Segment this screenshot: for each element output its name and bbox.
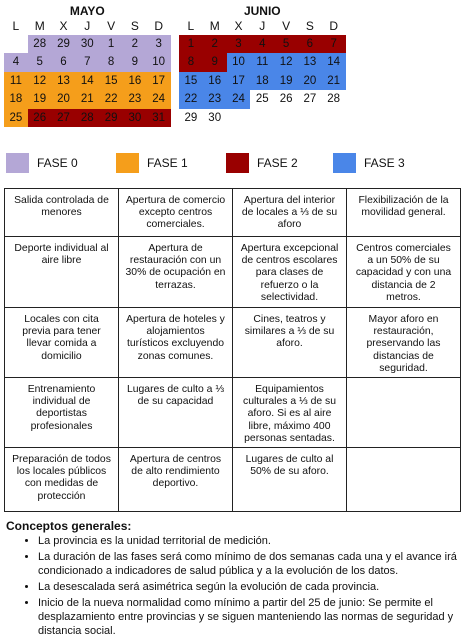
calendar-day: 4 [4, 53, 28, 71]
weekday-label: V [282, 19, 291, 33]
calendar-week [4, 72, 171, 90]
calendar-day: 1 [99, 35, 123, 53]
table-cell: Cines, teatros y similares a ⅓ de su aforo. [233, 308, 347, 378]
table-cell: Apertura del interior de locales a ⅓ de su aforo [233, 189, 347, 237]
legend-item-fase-3 [333, 153, 405, 173]
weekday-label: S [305, 19, 314, 33]
calendar-day: 5 [274, 35, 298, 53]
calendar-day: 8 [179, 53, 203, 71]
calendar-body [4, 35, 171, 127]
calendar-day: 29 [184, 111, 198, 124]
table-row [5, 448, 461, 512]
calendar-day [250, 109, 274, 127]
calendar-day: 9 [123, 53, 147, 71]
table-cell: Entrenamiento individual de deportistas profesionales [5, 378, 119, 448]
calendar-day: 9 [203, 53, 227, 71]
weekday-label: L [187, 19, 195, 33]
list-item: • Inicio de la nueva normalidad como mínimo a partir del 25 de junio: Se permite el desplazamiento entre provincias y se siguen manteniendo las normas de seguridad y distancia social. [38, 596, 462, 638]
calendar-day: 22 [179, 90, 203, 108]
weekday-label: L [12, 19, 20, 33]
concepts-section [6, 518, 462, 640]
calendar-day: 26 [279, 93, 293, 106]
list-item: • La duración de las fases será como mínimo de dos semanas cada una y el avance irá condicionado a indicadores de salud pública y a la evolución de los datos. [38, 550, 462, 578]
legend-swatch [226, 153, 249, 173]
calendar-day: 5 [28, 53, 52, 71]
table-cell: Apertura de centros de alto rendimiento deportivo. [119, 448, 233, 512]
calendar-day: 12 [28, 72, 52, 90]
weekday-label: X [59, 19, 68, 33]
legend-item-fase-2 [226, 153, 298, 173]
calendar-day: 20 [298, 72, 322, 90]
calendar-day: 21 [75, 90, 99, 108]
calendar-day: 12 [274, 53, 298, 71]
legend-swatch [6, 153, 29, 173]
calendar-day: 10 [147, 53, 171, 71]
weekday-label: J [84, 19, 91, 33]
calendar-day: 1 [179, 35, 203, 53]
table-cell: Apertura de hoteles y alojamientos turísticos excluyendo zonas comunes. [119, 308, 233, 378]
calendar-day: 14 [75, 72, 99, 90]
legend-item-fase-0 [6, 153, 78, 173]
calendar-day [274, 109, 298, 127]
weekday-label: M [209, 19, 220, 33]
list-item: • La provincia es la unidad territorial de medición. [38, 534, 462, 548]
calendar-day [4, 35, 28, 53]
calendar-body [179, 35, 346, 127]
list-item: • La desescalada será asimétrica según la evolución de cada provincia. [38, 580, 462, 594]
table-cell: Apertura excepcional de centros escolares para clases de refuerzo o la selectividad. [233, 237, 347, 308]
calendar-day [298, 109, 322, 127]
table-row [5, 237, 461, 308]
calendar-day: 14 [322, 53, 346, 71]
calendar-day: 8 [99, 53, 123, 71]
calendar-day: 2 [203, 35, 227, 53]
calendar-day: 6 [298, 35, 322, 53]
calendar-day: 3 [147, 35, 171, 53]
table-cell: Deporte individual al aire libre [5, 237, 119, 308]
calendar-day: 30 [123, 109, 147, 127]
table-cell [347, 378, 461, 448]
calendar-day: 25 [4, 109, 28, 127]
weekday-label: S [130, 19, 139, 33]
concepts-title: Conceptos generales: [6, 519, 132, 533]
calendar-day: 16 [203, 72, 227, 90]
calendar-day: 17 [227, 72, 251, 90]
calendar-week [4, 53, 171, 71]
legend-item-fase-1 [116, 153, 188, 173]
table-cell: Apertura de restauración con un 30% de ocupación en terrazas. [119, 237, 233, 308]
weekday-label: M [34, 19, 45, 33]
calendar-day: 20 [52, 90, 76, 108]
legend-label: FASE 1 [147, 156, 188, 170]
calendar-title: MAYO [69, 4, 105, 18]
calendar-day: 18 [4, 90, 28, 108]
calendar-day: 15 [99, 72, 123, 90]
table-cell: Salida controlada de menores [5, 189, 119, 237]
calendar-day: 27 [303, 93, 317, 106]
calendar-week [4, 35, 171, 53]
table-row [5, 378, 461, 448]
calendar-day: 23 [203, 90, 227, 108]
weekday-header [4, 18, 171, 35]
legend-swatch [333, 153, 356, 173]
calendar-title: JUNIO [243, 4, 281, 18]
weekday-label: V [107, 19, 116, 33]
calendar-junio [179, 4, 346, 127]
calendar-day: 3 [227, 35, 251, 53]
calendar-week [179, 35, 346, 53]
table-cell: Lugares de culto a ⅓ de su capacidad [119, 378, 233, 448]
calendar-day: 28 [28, 35, 52, 53]
legend-label: FASE 2 [257, 156, 298, 170]
table-cell: Lugares de culto al 50% de su aforo. [233, 448, 347, 512]
calendar-day: 13 [298, 53, 322, 71]
calendar-day: 19 [28, 90, 52, 108]
calendar-week [179, 53, 346, 71]
table-cell [347, 448, 461, 512]
calendar-day: 30 [208, 111, 222, 124]
calendar-day [322, 109, 346, 127]
calendar-day: 11 [4, 72, 28, 90]
calendar-day: 29 [52, 35, 76, 53]
calendar-week [4, 90, 171, 108]
legend-label: FASE 3 [364, 156, 405, 170]
calendar-day: 22 [99, 90, 123, 108]
calendar-day: 28 [327, 93, 341, 106]
calendar-day: 15 [179, 72, 203, 90]
calendar-day: 24 [227, 90, 251, 108]
table-cell: Equipamientos culturales a ⅓ de su aforo. Si es al aire libre, máximo 400 personas sentadas. [233, 378, 347, 448]
calendar-day: 10 [227, 53, 251, 71]
table-cell: Centros comerciales a un 50% de su capacidad y con una distancia de 2 metros. [347, 237, 461, 308]
calendar-mayo [4, 4, 171, 127]
calendar-day: 13 [52, 72, 76, 90]
table-cell: Apertura de comercio excepto centros comerciales. [119, 189, 233, 237]
weekday-label: X [234, 19, 243, 33]
weekday-header [179, 18, 346, 35]
phases-table [4, 188, 461, 512]
calendar-day: 28 [75, 109, 99, 127]
calendar-day: 18 [250, 72, 274, 90]
calendar-day: 21 [322, 72, 346, 90]
calendar-day: 16 [123, 72, 147, 90]
calendar-day: 26 [28, 109, 52, 127]
concepts-list [6, 534, 462, 638]
weekday-label: J [259, 19, 266, 33]
calendar-day: 11 [250, 53, 274, 71]
table-row [5, 189, 461, 237]
table-cell: Flexibilización de la movilidad general. [347, 189, 461, 237]
calendar-day: 24 [147, 90, 171, 108]
calendar-day: 2 [123, 35, 147, 53]
calendar-day: 23 [123, 90, 147, 108]
calendar-week [4, 109, 171, 127]
legend-swatch [116, 153, 139, 173]
calendar-day [227, 109, 251, 127]
calendar-day: 7 [322, 35, 346, 53]
weekday-label: D [154, 19, 164, 33]
calendar-day: 6 [52, 53, 76, 71]
calendar-day: 25 [255, 93, 269, 106]
calendar-week [179, 72, 346, 90]
calendar-week [179, 109, 346, 127]
calendar-day: 29 [99, 109, 123, 127]
calendar-day: 7 [75, 53, 99, 71]
calendar-day: 30 [75, 35, 99, 53]
calendar-day: 17 [147, 72, 171, 90]
calendar-day: 31 [147, 109, 171, 127]
table-cell: Locales con cita previa para tener llevar comida a domicilio [5, 308, 119, 378]
calendar-day: 19 [274, 72, 298, 90]
calendar-day: 4 [250, 35, 274, 53]
phase-legend [6, 153, 461, 173]
calendar-week [179, 90, 346, 108]
calendar-day: 27 [52, 109, 76, 127]
table-cell: Mayor aforo en restauración, preservando las distancias de seguridad. [347, 308, 461, 378]
legend-label: FASE 0 [37, 156, 78, 170]
weekday-label: D [329, 19, 339, 33]
table-cell: Preparación de todos los locales públicos con medidas de protección [5, 448, 119, 512]
table-row [5, 308, 461, 378]
